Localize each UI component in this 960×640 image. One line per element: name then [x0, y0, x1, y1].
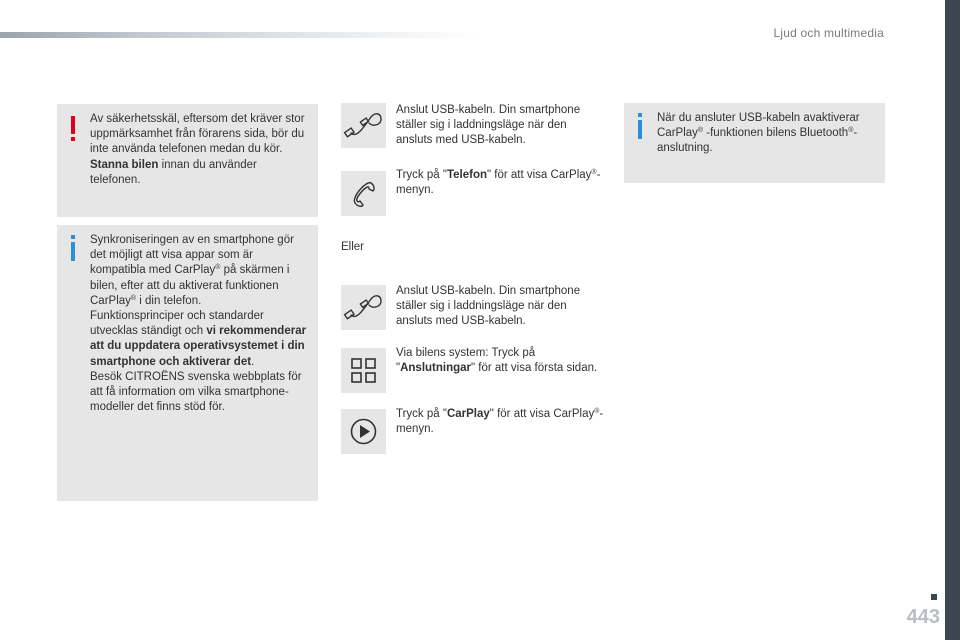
info2-b: -funktionen bilens Bluetooth [703, 127, 849, 140]
step5-bold: CarPlay [446, 408, 490, 420]
step2-a: Tryck på " [396, 169, 447, 181]
info-p2a: Funktionsprinciper och standarder utvecklas ständigt och [90, 310, 264, 338]
info2-c: -anslutning. [657, 127, 858, 155]
or-label: Eller [341, 241, 365, 253]
reg-mark: ® [215, 264, 221, 272]
warning-line-2: innan du använder telefonen. [90, 158, 257, 186]
info-p1b: på skärmen i bilen, efter att du aktiverat funktionen CarPlay [90, 264, 290, 307]
carplay-play-icon [341, 409, 386, 454]
info-icon [638, 113, 642, 139]
step4-a: Via bilens system: Tryck på " [396, 347, 536, 375]
step1-text: Anslut USB-kabeln. Din smartphone ställer sig i laddningsläge när den ansluts med USB-kabeln. [396, 104, 581, 147]
step5-text [396, 407, 606, 437]
info-p1a: Synkroniseringen av en smartphone gör det möjligt att visa appar som är kompatibla med CarPlay [90, 234, 294, 277]
reg-mark: ® [591, 169, 597, 176]
warning-box [57, 104, 318, 217]
side-strip [945, 0, 960, 640]
info2-a: När du ansluter USB-kabeln avaktiverar CarPlay [657, 112, 860, 140]
step2-c: -menyn. [396, 169, 601, 197]
connections-grid-icon [341, 348, 386, 393]
step2-b: " för att visa CarPlay [487, 169, 592, 181]
phone-handset-icon [341, 171, 386, 216]
section-title: Ljud och multimedia [773, 26, 884, 40]
info-p2c: . [251, 355, 255, 368]
step4-b: " för att visa första sidan. [471, 362, 598, 375]
reg-mark: ® [130, 294, 137, 302]
exclamation-icon [70, 116, 76, 142]
info2-text [657, 111, 875, 157]
reg-mark: ® [594, 408, 600, 415]
info-box-2 [624, 103, 885, 183]
step2-text [396, 168, 606, 198]
warning-line: Av säkerhetsskäl, eftersom det kräver stor uppmärksamhet från förarens sida, bör du inte använda telefonen medan du kör. [90, 113, 305, 156]
step5-c: -menyn. [396, 408, 604, 436]
usb-cable-icon [341, 103, 386, 148]
header-gradient-bar [0, 32, 480, 38]
warning-bold: Stanna bilen [90, 158, 159, 171]
page-number: 443 [906, 606, 940, 628]
step5-a: Tryck på " [396, 408, 447, 420]
info-text [90, 233, 308, 415]
step5-b: " för att visa CarPlay [489, 408, 595, 420]
info-box [57, 225, 318, 501]
page-dot [931, 594, 937, 600]
step3-text: Anslut USB-kabeln. Din smartphone ställer sig i laddningsläge när den ansluts med USB-kabeln. [396, 285, 581, 328]
info-p1c: i din telefon. [136, 294, 202, 307]
info-icon [71, 235, 75, 261]
step4-text [396, 346, 606, 376]
warning-text [90, 112, 308, 188]
step4-bold: Anslutningar [400, 362, 472, 375]
reg-mark: ® [697, 127, 704, 135]
info-p2-bold: vi rekommenderar att du uppdatera operativsystemet i din smartphone och aktiverar det [90, 325, 307, 368]
usb-cable-icon [341, 285, 386, 330]
reg-mark: ® [848, 127, 854, 135]
info-p3: Besök CITROËNS svenska webbplats för att få information om vilka smartphone-modeller det finns stöd för. [90, 370, 302, 414]
step2-bold: Telefon [446, 169, 487, 181]
